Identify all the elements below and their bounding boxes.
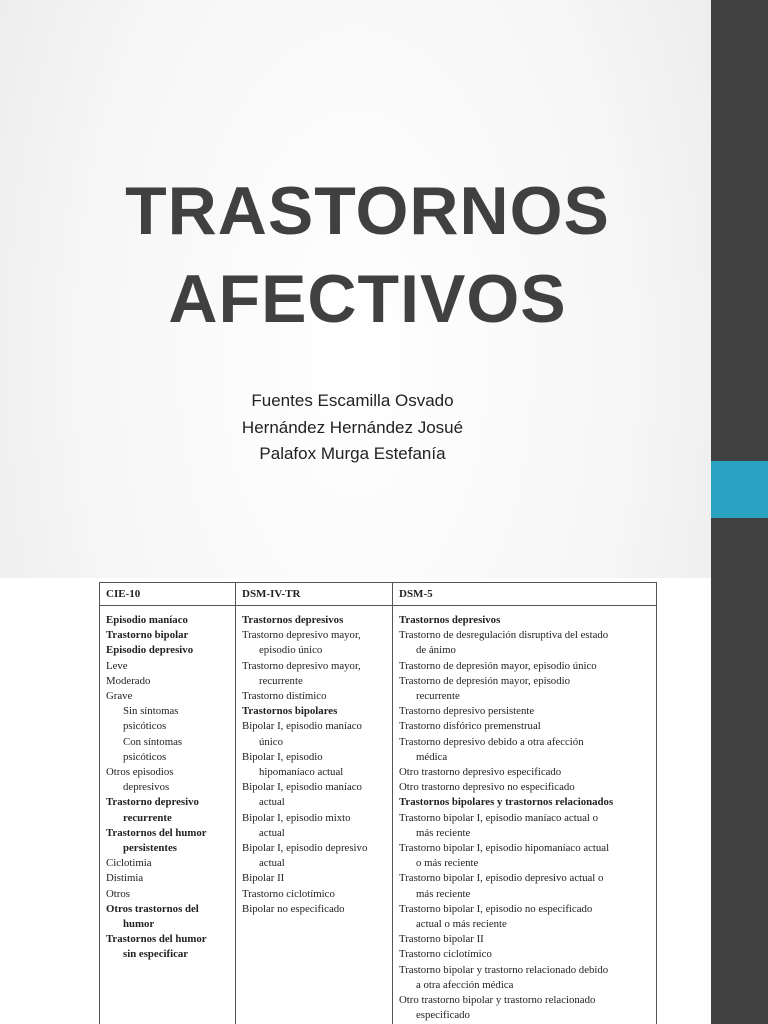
- table-cell-line: Trastorno de depresión mayor, episodio: [399, 674, 570, 687]
- table-cell-line: Otros trastornos del: [106, 902, 199, 915]
- table-cell-line: depresivos: [123, 781, 170, 794]
- author-name: Fuentes Escamilla Osvado: [251, 391, 454, 410]
- table-cell-line: recurrente: [259, 674, 303, 687]
- slide-title-line2: AFECTIVOS: [168, 261, 567, 337]
- table-cell-line: Otro trastorno depresivo especificado: [399, 766, 562, 779]
- table-cell-line: recurrente: [123, 811, 172, 824]
- table-cell-line: Trastorno depresivo mayor,: [242, 659, 361, 672]
- table-cell-line: o más reciente: [416, 857, 479, 870]
- table-cell-line: Trastorno depresivo debido a otra afección: [399, 735, 584, 748]
- table-cell-line: más reciente: [416, 887, 471, 900]
- table-cell-line: persistentes: [123, 842, 177, 855]
- table-cell-line: Episodio depresivo: [106, 644, 194, 657]
- table-cell-line: Con síntomas: [123, 735, 183, 748]
- table-cell-line: Trastorno depresivo: [106, 796, 199, 809]
- table-cell-line: Trastornos bipolares: [242, 705, 338, 718]
- table-cell-line: Trastorno bipolar I, episodio depresivo actual o: [399, 872, 604, 885]
- table-cell-line: Trastorno bipolar I, episodio hipomaníaco actual: [399, 842, 610, 855]
- header-dsm5: DSM-5: [399, 588, 433, 600]
- table-cell-line: de ánimo: [416, 644, 456, 657]
- table-cell-line: Trastorno bipolar: [106, 629, 189, 642]
- table-cell-line: psicóticos: [123, 750, 167, 763]
- table-cell-line: Trastorno depresivo mayor,: [242, 629, 361, 642]
- table-cell-line: Episodio maníaco: [106, 614, 188, 626]
- table-cell-line: Trastorno distímico: [242, 690, 327, 703]
- table-cell-line: actual: [259, 857, 285, 870]
- table-cell-line: Trastorno ciclotímico: [399, 948, 492, 961]
- table-cell-line: psicóticos: [123, 720, 167, 733]
- table-cell-line: Trastorno bipolar I, episodio maníaco actual o: [399, 811, 598, 824]
- table-cell-line: Leve: [106, 659, 128, 672]
- table-cell-line: Otros: [106, 887, 130, 900]
- table-cell-line: Trastorno disfórico premenstrual: [399, 720, 541, 733]
- header-dsm-iv-tr: DSM-IV-TR: [242, 588, 301, 600]
- table-cell-line: Trastorno bipolar I, episodio no especificado: [399, 902, 593, 915]
- table-cell-line: único: [259, 735, 283, 748]
- table-cell-line: hipomaníaco actual: [259, 766, 344, 779]
- column-dsm5: [393, 583, 655, 1024]
- header-cie10: CIE-10: [106, 588, 141, 600]
- table-cell-line: episodio único: [259, 644, 323, 657]
- table-cell-line: Otros episodios: [106, 766, 174, 779]
- table-cell-line: actual: [259, 796, 285, 809]
- table-cell-line: Trastornos del humor: [106, 826, 207, 839]
- table-cell-line: Grave: [106, 690, 133, 703]
- table-cell-line: actual: [259, 826, 285, 839]
- table-cell-line: Trastorno de depresión mayor, episodio único: [399, 659, 597, 672]
- slide-title-line1: TRASTORNOS: [125, 173, 610, 249]
- table-cell-line: más reciente: [416, 826, 471, 839]
- dsm5-list: [399, 613, 651, 1023]
- table-cell-line: Bipolar I, episodio maníaco: [242, 781, 362, 794]
- column-cie10: [100, 583, 236, 1024]
- table-cell-line: Bipolar I, episodio: [242, 750, 323, 763]
- table-cell-line: Trastorno de desregulación disruptiva del estado: [399, 629, 609, 642]
- table-cell-line: médica: [416, 750, 448, 763]
- table-cell-line: Trastorno bipolar y trastorno relacionado debido: [399, 963, 609, 976]
- comparison-table-image: [0, 578, 711, 1024]
- table-cell-line: Ciclotimia: [106, 857, 152, 870]
- side-accent-block: [711, 461, 768, 518]
- table-cell-line: Trastorno depresivo persistente: [399, 705, 535, 718]
- table-cell-line: Trastornos depresivos: [242, 614, 344, 626]
- table-cell-line: Bipolar no especificado: [242, 902, 345, 915]
- comparison-table: [99, 582, 657, 1024]
- column-dsm-iv-tr: [236, 583, 393, 1024]
- table-cell-line: Otro trastorno depresivo no especificado: [399, 781, 575, 794]
- table-cell-line: Trastornos del humor: [106, 933, 207, 946]
- dsm-iv-tr-list: [242, 613, 388, 917]
- table-cell-line: humor: [123, 918, 155, 931]
- table-cell-line: Trastornos depresivos: [399, 614, 501, 626]
- table-cell-line: especificado: [416, 1009, 470, 1022]
- table-cell-line: Bipolar II: [242, 872, 285, 885]
- table-cell-line: a otra afección médica: [416, 978, 514, 991]
- table-cell-line: Trastornos bipolares y trastornos relacionados: [399, 796, 614, 809]
- author-list: [0, 388, 705, 468]
- author-name: Hernández Hernández Josué: [241, 417, 464, 437]
- author-name: Palafox Murga Estefanía: [259, 444, 446, 463]
- table-cell-line: Otro trastorno bipolar y trastorno relacionado: [399, 994, 596, 1007]
- table-cell-line: Moderado: [106, 674, 151, 687]
- table-cell-line: recurrente: [416, 690, 460, 703]
- table-cell-line: Trastorno ciclotímico: [242, 887, 335, 900]
- table-cell-line: sin especificar: [123, 948, 189, 961]
- table-cell-line: Bipolar I, episodio depresivo: [242, 842, 368, 855]
- table-cell-line: Sin síntomas: [123, 705, 179, 718]
- table-cell-line: Bipolar I, episodio maníaco: [242, 720, 362, 733]
- table-cell-line: Trastorno bipolar II: [399, 933, 484, 946]
- table-cell-line: actual o más reciente: [416, 918, 507, 931]
- table-cell-line: Distimia: [106, 872, 144, 885]
- table-cell-line: Bipolar I, episodio mixto: [242, 811, 351, 824]
- cie10-list: [106, 613, 231, 963]
